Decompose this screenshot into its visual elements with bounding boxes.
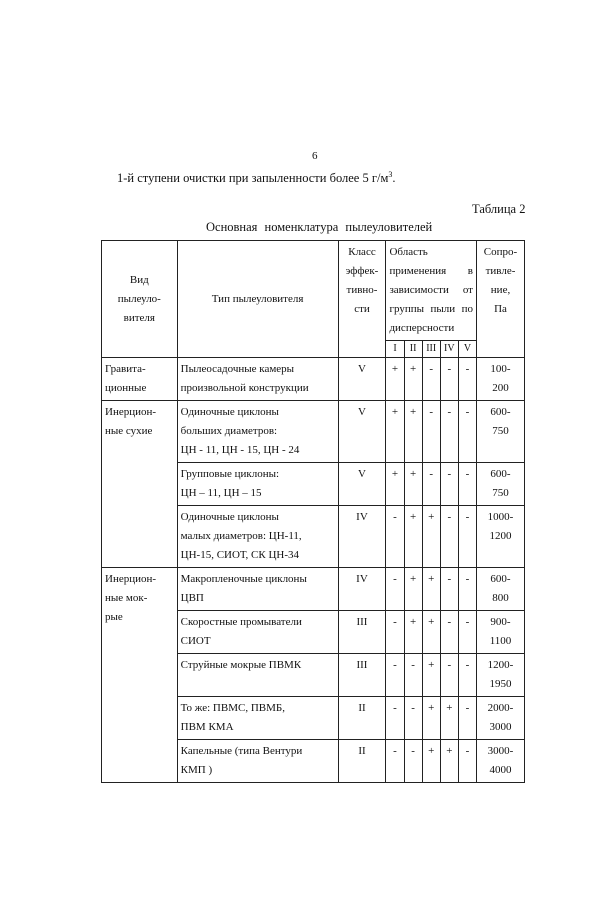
cell-class: V	[338, 358, 386, 401]
table-row	[102, 358, 525, 401]
cell-type: Струйные мокрые ПВМК	[177, 654, 338, 697]
cell-type: Макропленочные циклоны ЦВП	[177, 568, 338, 611]
cell-group: -	[440, 463, 458, 506]
cell-resistance: 1000- 1200	[477, 506, 525, 568]
cell-group: +	[422, 611, 440, 654]
cell-class: V	[338, 401, 386, 463]
table-label: Таблица 2	[472, 202, 526, 216]
cell-group: +	[422, 568, 440, 611]
cell-resistance: 600- 800	[477, 568, 525, 611]
cell-vid: Инерцион- ные мок- рые	[102, 568, 178, 783]
cell-group: -	[422, 358, 440, 401]
cell-type: Одиночные циклоны больших диаметров: ЦН - 11, ЦН - 15, ЦН - 24	[177, 401, 338, 463]
cell-resistance: 2000- 3000	[477, 697, 525, 740]
table-header	[102, 241, 525, 358]
cell-group: -	[458, 401, 476, 463]
cell-group: -	[440, 401, 458, 463]
cell-group: +	[404, 401, 422, 463]
cell-group: -	[458, 506, 476, 568]
cell-group: -	[386, 654, 404, 697]
cell-group: -	[458, 358, 476, 401]
cell-type: Скоростные промыватели СИОТ	[177, 611, 338, 654]
cell-class: III	[338, 654, 386, 697]
cell-group: -	[440, 568, 458, 611]
cell-group: -	[458, 611, 476, 654]
cell-resistance: 600- 750	[477, 463, 525, 506]
page-number: 6	[312, 150, 318, 162]
cell-group: -	[458, 568, 476, 611]
cell-group: -	[440, 654, 458, 697]
cell-type: Групповые циклоны: ЦН – 11, ЦН – 15	[177, 463, 338, 506]
cell-group: +	[422, 654, 440, 697]
table-row	[102, 401, 525, 463]
table-row	[102, 568, 525, 611]
cell-group: +	[422, 506, 440, 568]
cell-group: +	[404, 358, 422, 401]
cell-group: -	[440, 506, 458, 568]
header-group-2: II	[404, 341, 422, 358]
cell-group: +	[422, 740, 440, 783]
cell-class: IV	[338, 568, 386, 611]
header-vid: Вид пылеуло- вителя	[102, 241, 178, 358]
cell-group: -	[440, 611, 458, 654]
cell-type: То же: ПВМС, ПВМБ, ПВМ КМА	[177, 697, 338, 740]
cell-class: IV	[338, 506, 386, 568]
cell-group: -	[386, 611, 404, 654]
cell-resistance: 100- 200	[477, 358, 525, 401]
cell-group: +	[386, 358, 404, 401]
table-title: Основная номенклатура пылеуловителей	[206, 220, 433, 234]
header-group-3: III	[422, 341, 440, 358]
cell-group: +	[404, 611, 422, 654]
cell-vid: Инерцион- ные сухие	[102, 401, 178, 568]
header-class: Класс эффек- тивно- сти	[338, 241, 386, 358]
intro-text: 1-й ступени очистки при запыленности более 5 г/м	[117, 171, 389, 186]
cell-resistance: 600- 750	[477, 401, 525, 463]
intro-superscript: 3	[388, 170, 393, 179]
cell-class: III	[338, 611, 386, 654]
header-group-5: V	[458, 341, 476, 358]
cell-class: II	[338, 697, 386, 740]
cell-group: +	[386, 401, 404, 463]
cell-group: -	[458, 740, 476, 783]
cell-group: +	[404, 568, 422, 611]
cell-resistance: 3000- 4000	[477, 740, 525, 783]
cell-group: -	[458, 463, 476, 506]
cell-type: Пылеосадочные камеры произвольной конструкции	[177, 358, 338, 401]
cell-group: +	[386, 463, 404, 506]
cell-group: -	[386, 506, 404, 568]
header-row-top	[102, 241, 525, 341]
cell-resistance: 1200- 1950	[477, 654, 525, 697]
cell-vid: Гравита- ционные	[102, 358, 178, 401]
dust-collectors-table	[101, 240, 525, 783]
cell-group: -	[440, 358, 458, 401]
cell-type: Капельные (типа Вентури КМП )	[177, 740, 338, 783]
header-group-1: I	[386, 341, 404, 358]
cell-group: +	[440, 697, 458, 740]
header-group-4: IV	[440, 341, 458, 358]
cell-group: -	[404, 654, 422, 697]
cell-group: -	[458, 697, 476, 740]
cell-group: -	[386, 740, 404, 783]
cell-group: +	[422, 697, 440, 740]
header-area: Область применения в зависимости от группы пыли по дисперсности	[386, 241, 477, 341]
header-resistance: Сопро- тивле- ние, Па	[477, 241, 525, 358]
cell-group: +	[404, 506, 422, 568]
cell-class: V	[338, 463, 386, 506]
cell-resistance: 900- 1100	[477, 611, 525, 654]
header-type: Тип пылеуловителя	[177, 241, 338, 358]
cell-type: Одиночные циклоны малых диаметров: ЦН-11, ЦН-15, СИОТ, СК ЦН-34	[177, 506, 338, 568]
cell-group: -	[422, 463, 440, 506]
cell-group: -	[386, 568, 404, 611]
cell-group: +	[440, 740, 458, 783]
cell-group: -	[458, 654, 476, 697]
table-body	[102, 358, 525, 783]
cell-group: -	[404, 697, 422, 740]
cell-group: -	[404, 740, 422, 783]
cell-group: -	[386, 697, 404, 740]
cell-class: II	[338, 740, 386, 783]
cell-group: -	[422, 401, 440, 463]
intro-line	[117, 170, 396, 186]
intro-tail: .	[392, 171, 396, 186]
cell-group: +	[404, 463, 422, 506]
